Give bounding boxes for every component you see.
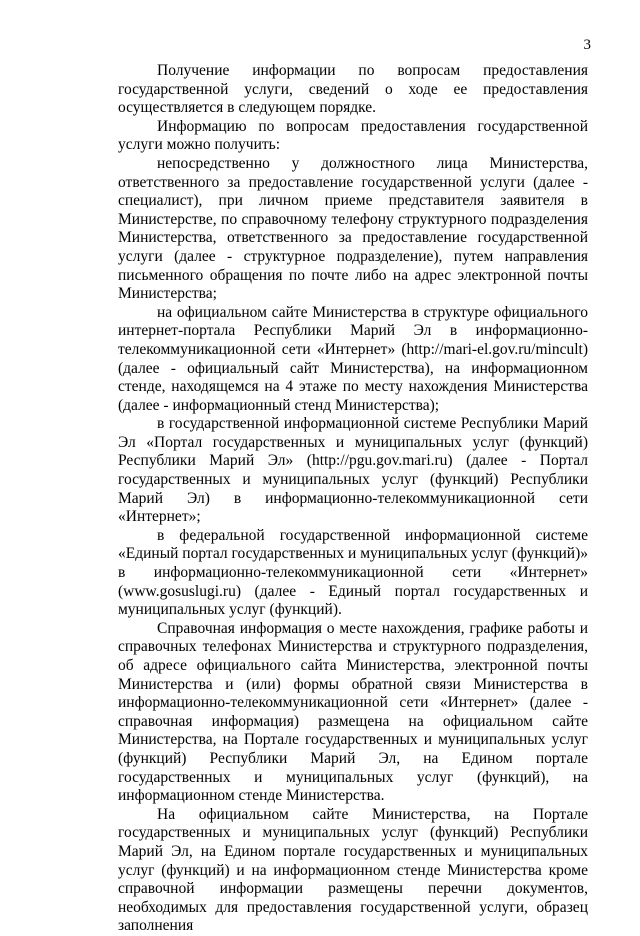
paragraph-info-sources-intro: Информацию по вопросам предоставления государственной услуги можно получить:: [118, 117, 588, 154]
document-body: [118, 62, 588, 936]
paragraph-federal-portal: в федеральной государственной информационной системе «Единый портал государственных и муниципальных услуг (функций)» в информационно-телекоммуникационной сети «Интернет» (www.gosuslugi.ru) (далее - Единый портал государственных и муниципальных услуг (функций).: [118, 526, 588, 619]
page-number: 3: [583, 37, 591, 53]
paragraph-regional-portal: в государственной информационной системе Республики Марий Эл «Портал государственных и муниципальных услуг (функций) Республики Марий Эл» (http://pgu.gov.mari.ru) (далее - Портал государственных и муниципальных услуг (функций) Республики Марий Эл) в информационно-телекоммуникационной сети «Интернет»;: [118, 415, 588, 526]
paragraph-documents-list: На официальном сайте Министерства, на Портале государственных и муниципальных услуг (функций) Республики Марий Эл, на Едином портале государственных и муниципальных услуг (функций) и на информационном стенде Министерства кроме справочной информации размещены перечни документов, необходимых для предоставления государственной услуги, образец заполнения: [118, 805, 588, 935]
paragraph-info-procedure: Получение информации по вопросам предоставления государственной услуги, сведений о ходе ее предоставления осуществляется в следующем порядке.: [118, 62, 588, 117]
paragraph-reference-information: Справочная информация о месте нахождения, графике работы и справочных телефонах Министерства и структурного подразделения, об адресе официального сайта Министерства, электронной почты Министерства и (или) формы обратной связи Министерства в информационно-телекоммуникационной сети «Интернет» (далее - справочная информация) размещена на официальном сайте Министерства, на Портале государственных и муниципальных услуг (функций) Республики Марий Эл, на Едином портале государственных и муниципальных услуг (функций), на информационном стенде Министерства.: [118, 619, 588, 805]
paragraph-directly-from-official: непосредственно у должностного лица Министерства, ответственного за предоставление государственной услуги (далее - специалист), при личном приеме представителя заявителя в Министерстве, по справочному телефону структурного подразделения Министерства, ответственного за предоставление государственной услуги (далее - структурное подразделение), путем направления письменного обращения по почте либо на адрес электронной почты Министерства;: [118, 154, 588, 303]
paragraph-official-website: на официальном сайте Министерства в структуре официального интернет-портала Республики Марий Эл в информационно-телекоммуникационной сети «Интернет» (http://mari-el.gov.ru/mincult) (далее - официальный сайт Министерства), на информационном стенде, находящемся на 4 этаже по месту нахождения Министерства (далее - информационный стенд Министерства);: [118, 303, 588, 414]
